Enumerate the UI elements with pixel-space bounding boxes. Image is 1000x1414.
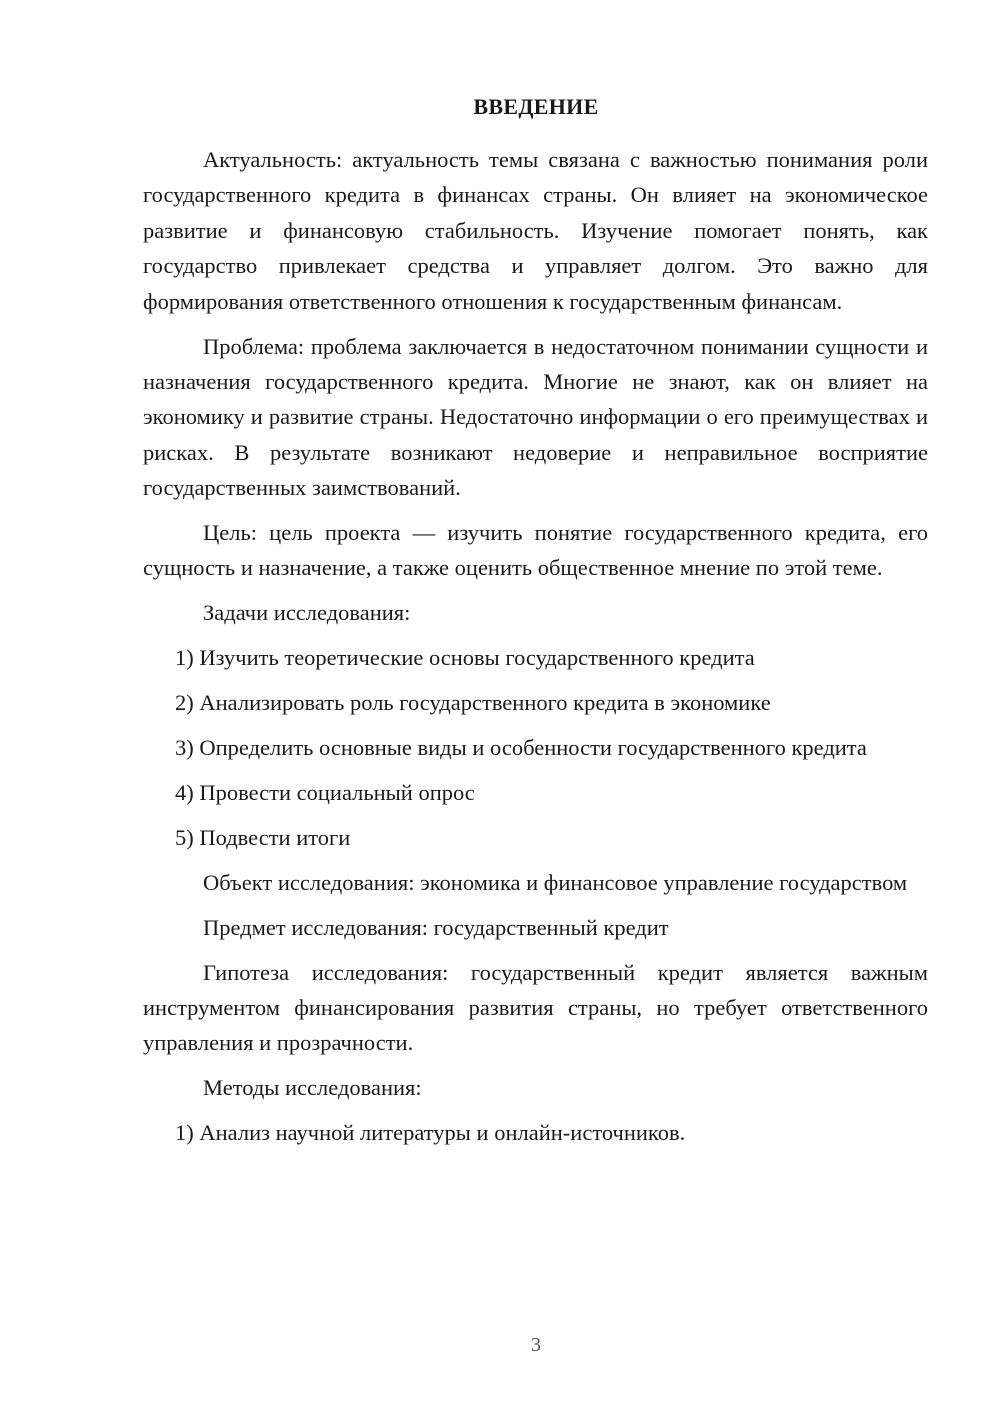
tasks-title: Задачи исследования: — [203, 600, 411, 626]
task-item: 5) Подвести итоги — [175, 824, 351, 850]
methods-title: Методы исследования: — [203, 1075, 422, 1101]
task-item: 4) Провести социальный опрос — [175, 780, 475, 805]
hypothesis-paragraph: Гипотеза исследования: государственный кредит является важным инструментом финансирования развития страны, но требует ответственного управления и прозрачности. — [143, 959, 928, 1056]
goal-paragraph: Цель: цель проекта — изучить понятие государственного кредита, его сущность и назначение, а также оценить общественное мнение по этой теме. — [143, 520, 928, 581]
task-item: 1) Изучить теоретические основы государственного кредита — [175, 645, 755, 671]
page-number: 3 — [531, 1334, 541, 1356]
task-item: 2) Анализировать роль государственного кредита в экономике — [175, 690, 771, 716]
subject-paragraph: Предмет исследования: государственный кредит — [203, 914, 669, 940]
method-item: 1) Анализ научной литературы и онлайн-источников. — [175, 1120, 686, 1146]
relevance-paragraph: Актуальность: актуальность темы связана с важностью понимания роли государственного кредита в финансах страны. Он влияет на экономическое развитие и финансовую стабильность. Изучение помогает понять, как государство привлекает средства и управляет долгом. Это важно для формирования ответственного отношения к государственным финансам. — [143, 147, 928, 314]
problem-paragraph: Проблема: проблема заключается в недостаточном понимании сущности и назначения государственного кредита. Многие не знают, как он влияет на экономику и развитие страны. Недостаточно информации о его преимуществах и рисках. В результате возникают недоверие и неправильное восприятие государственных заимствований. — [143, 333, 928, 501]
section-heading: ВВЕДЕНИЕ — [473, 94, 599, 119]
task-item: 3) Определить основные виды и особенности государственного кредита — [175, 735, 867, 761]
document-body — [143, 142, 928, 1151]
object-paragraph: Объект исследования: экономика и финансовое управление государством — [203, 869, 908, 895]
